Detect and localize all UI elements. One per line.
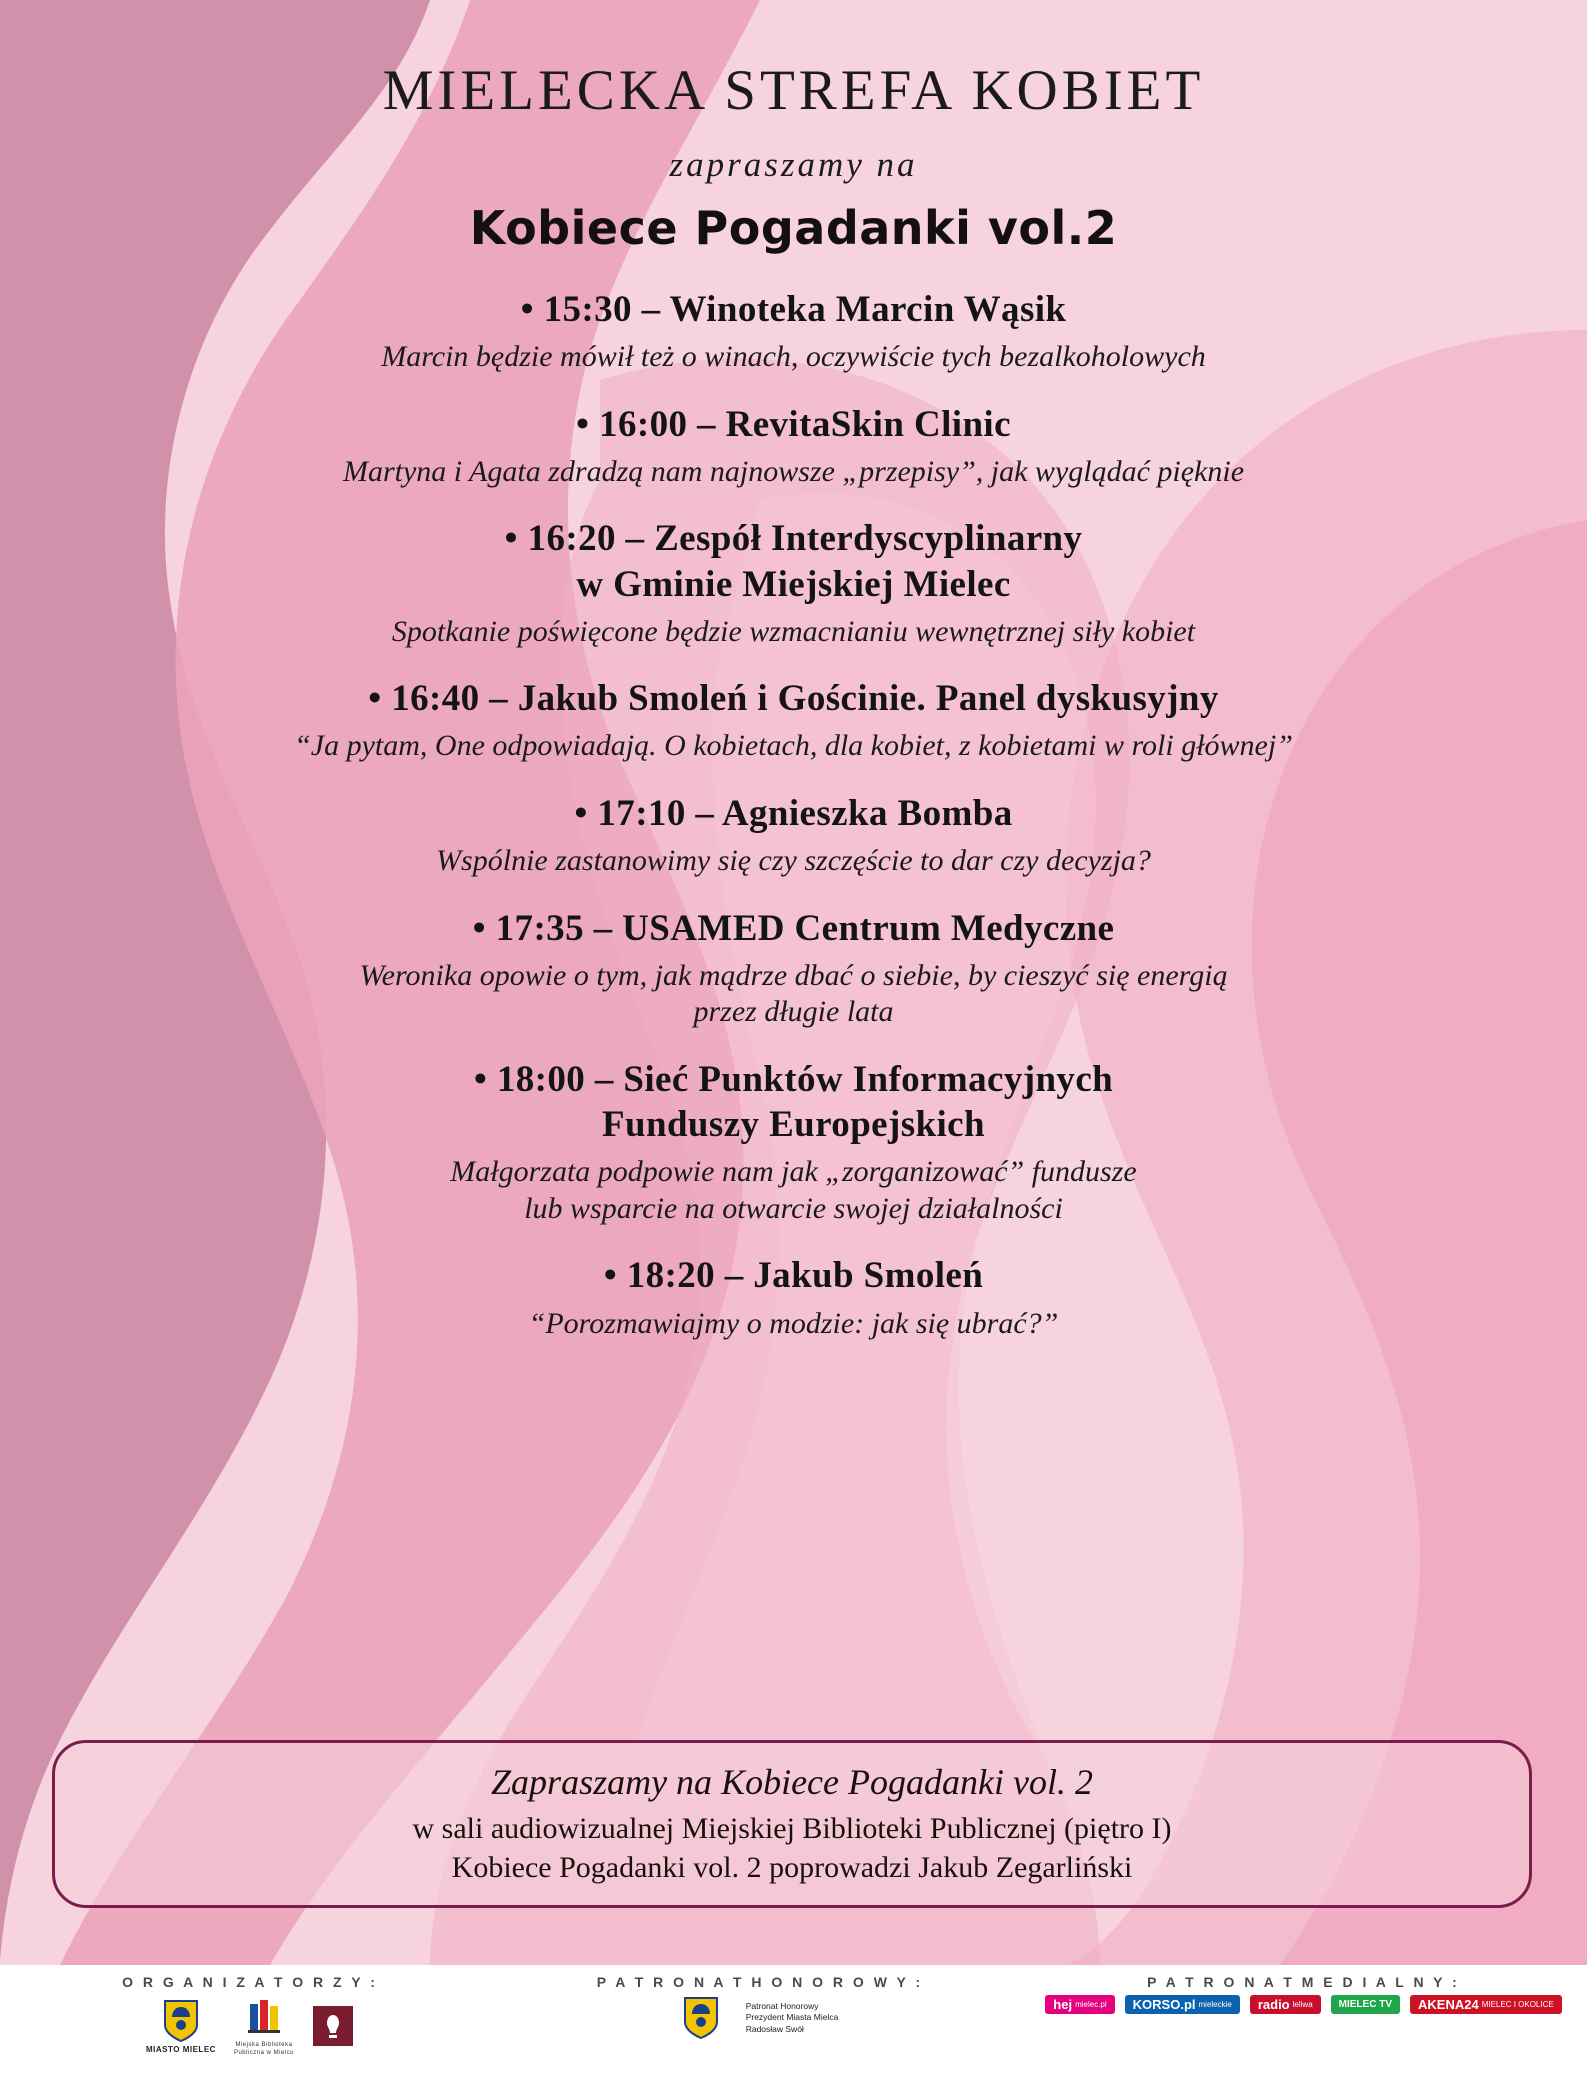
schedule-item-desc: Małgorzata podpowie nam jak „zorganizować” fundusze lub wsparcie na otwarcie swojej działalności (450, 1155, 1137, 1225)
logo-mielec-tv (1331, 1995, 1400, 2014)
footer-invite-line: Zapraszamy na Kobiece Pogadanki vol. 2 (491, 1762, 1093, 1802)
schedule-item-head: • 16:00 – RevitaSkin Clinic (576, 403, 1011, 445)
organization-title: MIELECKA STREFA KOBIET (382, 59, 1205, 122)
schedule-item-head: • 17:35 – USAMED Centrum Medyczne (472, 907, 1115, 949)
schedule-item-desc: Weronika opowie o tym, jak mądrze dbać o siebie, by cieszyć się energią przez długie lata (359, 958, 1228, 1029)
logo-miasto-mielec (146, 1999, 216, 2054)
honorary-logo-row (500, 1996, 1020, 2040)
schedule-item-head: • 16:20 – Zespół Interdyscyplinarny w Gminie Miejskiej Mielec (504, 518, 1083, 605)
schedule-item-desc: Spotkanie poświęcone będzie wzmacnianiu wewnętrznej siły kobiet (391, 614, 1196, 648)
media-sub: MIELEC I OKOLICE (1481, 1999, 1554, 2009)
schedule-item (0, 1253, 1587, 1342)
media-logo-grid (1020, 1995, 1587, 2014)
schedule-item-desc: Martyna i Agata zdradzą nam najnowsze „przepisy”, jak wyglądać pięknie (342, 454, 1245, 488)
logo-caption: MIASTO MIELEC (146, 2045, 216, 2054)
schedule-item (0, 791, 1587, 880)
invitation-text: zapraszamy na (669, 145, 918, 184)
schedule-item-head: • 17:10 – Agnieszka Bomba (574, 793, 1013, 834)
mielec-coat-of-arms-icon (682, 1996, 720, 2040)
media-sub: mielec.pl (1075, 1999, 1107, 2009)
honorary-column (500, 1965, 1020, 2078)
library-books-icon (244, 1996, 284, 2040)
schedule-item (0, 516, 1587, 650)
schedule-item-head: • 15:30 – Winoteka Marcin Wąsik (520, 289, 1067, 330)
schedule-item-desc: “Ja pytam, One odpowiadają. O kobietach, dla kobiet, z kobietami w roli głównej” (294, 729, 1293, 763)
logo-akena24 (1410, 1995, 1562, 2014)
schedule-item (0, 402, 1587, 491)
honorary-caption: Patronat Honorowy Prezydent Miasta Mielca Radosław Swół (745, 2001, 839, 2034)
media-column (1020, 1965, 1587, 2078)
logo-radio-leliwa (1250, 1995, 1321, 2014)
sponsor-strip (0, 1965, 1587, 2078)
schedule-item-head: • 18:20 – Jakub Smoleń (603, 1255, 984, 1297)
media-name: KORSO.pl (1132, 1997, 1196, 2012)
schedule-item (0, 1057, 1587, 1227)
logo-biblioteka (234, 1996, 294, 2057)
media-label: P A T R O N A T M E D I A L N Y : (1147, 1974, 1460, 1990)
schedule-item (0, 287, 1587, 376)
schedule-item-desc: Wspólnie zastanowimy się czy szczęście to dar czy decyzja? (436, 844, 1151, 878)
mielec-coat-of-arms-icon (162, 1999, 200, 2043)
media-name: AKENA24 (1418, 1997, 1479, 2012)
media-name: hej (1053, 1997, 1073, 2012)
media-sub: mieleckie (1198, 1999, 1232, 2009)
media-name: MIELEC TV (1338, 1998, 1392, 2010)
organizers-label: O R G A N I Z A T O R Z Y : (122, 1974, 378, 1990)
schedule-item (0, 906, 1587, 1031)
footer-host-line: Kobiece Pogadanki vol. 2 poprowadzi Jakub Zegarliński (451, 1851, 1133, 1884)
schedule-item-head: • 18:00 – Sieć Punktów Informacyjnych Funduszy Europejskich (473, 1059, 1114, 1146)
logo-third-organizer (312, 2005, 354, 2049)
event-title: Kobiece Pogadanki vol.2 (469, 201, 1118, 255)
logo-caption: Miejska Biblioteka Publiczna w Mielcu (233, 2042, 294, 2056)
schedule-list (0, 287, 1587, 1342)
organizers-column (0, 1965, 500, 2078)
media-name: radio (1257, 1997, 1290, 2012)
schedule-item-desc: Marcin będzie mówił też o winach, oczywiście tych bezalkoholowych (381, 340, 1206, 374)
schedule-item-head: • 16:40 – Jakub Smoleń i Gościnie. Panel dyskusyjny (368, 678, 1219, 720)
organizers-logo-row (0, 1996, 500, 2057)
schedule-item (0, 676, 1587, 765)
logo-korso (1125, 1995, 1240, 2014)
media-sub: leliwa (1292, 1999, 1313, 2009)
schedule-item-desc: “Porozmawiajmy o modzie: jak się ubrać?” (528, 1306, 1059, 1340)
footer-venue-line: w sali audiowizualnej Miejskiej Biblioteki Publicznej (piętro I) (412, 1812, 1172, 1845)
honorary-label: P A T R O N A T H O N O R O W Y : (596, 1974, 924, 1990)
logo-hej-mielec (1045, 1995, 1114, 2014)
organizer-mark-icon (312, 2005, 354, 2047)
